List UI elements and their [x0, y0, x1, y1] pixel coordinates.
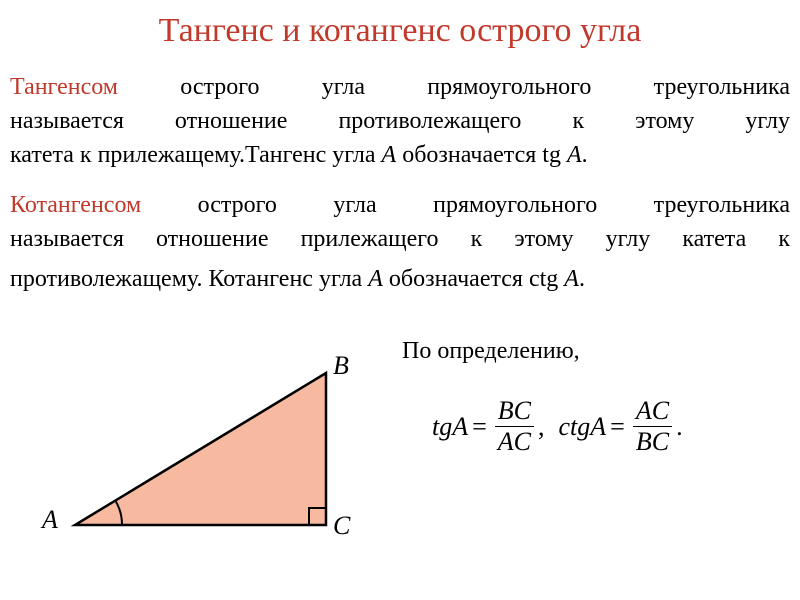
vertex-b-label: B — [333, 351, 349, 380]
tangent-term: Тангенсом — [10, 74, 118, 100]
cotangent-term: Котангенсом — [10, 192, 142, 218]
by-definition-label: По определению, — [402, 338, 580, 364]
right-triangle-figure — [0, 340, 400, 560]
ctg-lhs: ctgA — [558, 411, 607, 441]
triangle-shape — [75, 373, 326, 525]
vertex-c-label: C — [333, 511, 351, 540]
tangent-definition: Тангенсом острого угла прямоугольного треугольника называется отношение противолежащего к этому углу катета к прилежащему.Тангенс угла A обозначается tg A. — [10, 74, 790, 168]
page-title: Тангенс и котангенс острого угла — [158, 12, 642, 49]
ctg-fraction: $\frac{AC}{BC}$ — [633, 396, 672, 457]
tg-lhs: tgA — [432, 411, 469, 441]
tangent-cotangent-formula: tgA = $\frac{BC}{AC}$ , ctgA = $\frac{AC}{BC}$ . — [432, 396, 683, 456]
tg-fraction: $\frac{BC}{AC}$ — [495, 396, 534, 457]
cotangent-definition: Котангенсом острого угла прямоугольного треугольника называется отношение прилежащего к этому углу катета к противолежащему. Котангенс угла A обозначается ctg A. — [10, 192, 790, 292]
vertex-a-label: A — [42, 505, 58, 534]
